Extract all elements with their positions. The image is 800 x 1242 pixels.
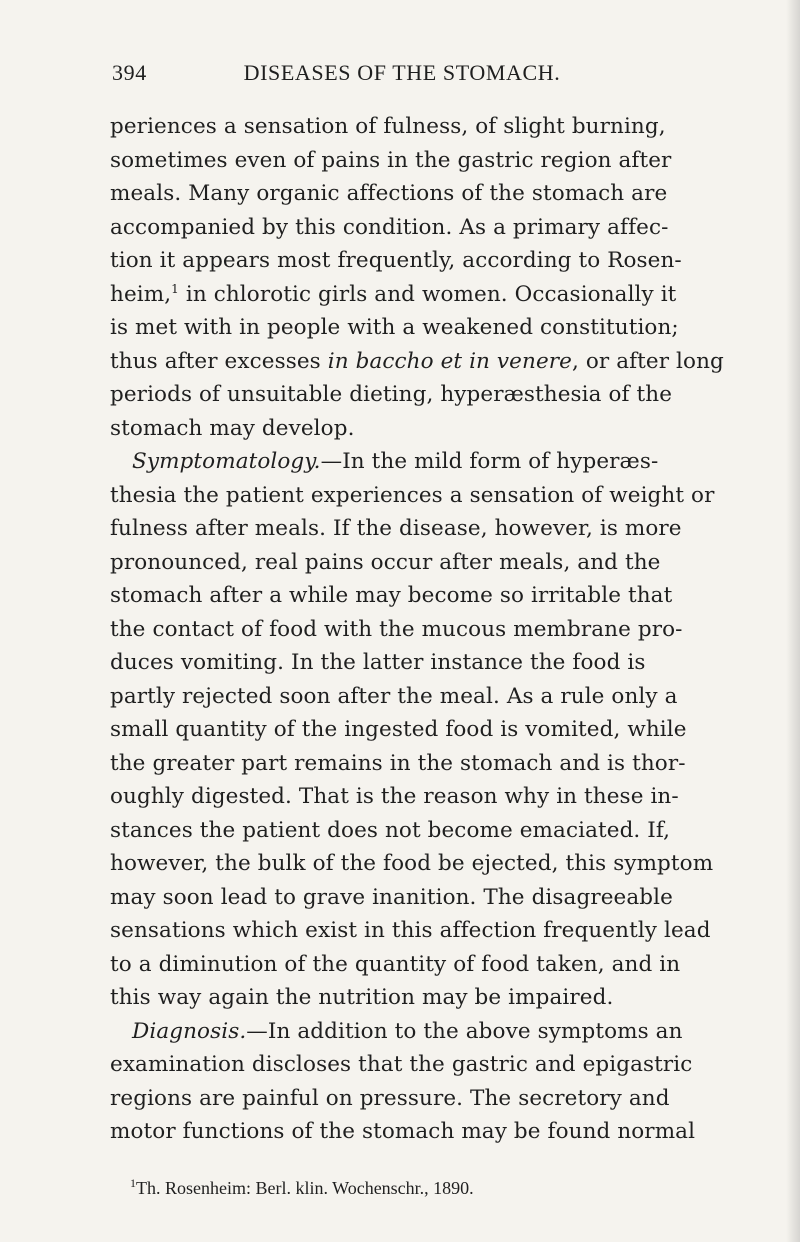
text-segment: —In addition to the above symptoms an xyxy=(246,1018,683,1044)
footnote xyxy=(130,1176,770,1200)
text-line: is met with in people with a weakened constitution; xyxy=(110,315,679,340)
text-line: stomach after a while may become so irritable that xyxy=(110,583,673,608)
text-line: to a diminution of the quantity of food taken, and in xyxy=(110,951,681,977)
text-line xyxy=(110,445,790,479)
text-line: sometimes even of pains in the gastric region after xyxy=(110,147,672,173)
text-line: regions are painful on pressure. The secretory and xyxy=(110,1085,670,1111)
text-line: however, the bulk of the food be ejected, this symptom xyxy=(110,851,714,876)
text-segment: —In the mild form of hyperæs- xyxy=(320,449,659,474)
text-segment: in chlorotic girls and women. Occasionally it xyxy=(178,281,677,307)
text-line xyxy=(110,345,790,379)
section-heading-diagnosis: Diagnosis. xyxy=(132,1018,247,1044)
text-line: thesia the patient experiences a sensation of weight or xyxy=(110,482,715,508)
text-line: fulness after meals. If the disease, however, is more xyxy=(110,516,682,541)
page-header xyxy=(112,60,772,90)
text-line: partly rejected soon after the meal. As a rule only a xyxy=(110,683,678,709)
text-line: periods of unsuitable dieting, hyperæsthesia of the xyxy=(110,382,673,407)
text-line: this way again the nutrition may be impaired. xyxy=(110,985,614,1010)
text-line: periences a sensation of fulness, of slight burning, xyxy=(110,114,666,139)
text-segment: heim, xyxy=(110,281,172,307)
text-line: oughly digested. That is the reason why in these in- xyxy=(110,784,679,809)
text-line: motor functions of the stomach may be found normal xyxy=(110,1119,696,1144)
text-line: stomach may develop. xyxy=(110,415,355,441)
text-line: may soon lead to grave inanition. The disagreeable xyxy=(110,884,673,910)
text-line: duces vomiting. In the latter instance the food is xyxy=(110,650,646,675)
body-text xyxy=(110,110,790,1149)
page-number: 394 xyxy=(112,60,147,85)
text-line: meals. Many organic affections of the stomach are xyxy=(110,181,668,206)
text-line: sensations which exist in this affection frequently lead xyxy=(110,918,711,943)
text-line: the contact of food with the mucous membrane pro- xyxy=(110,616,683,642)
text-line: tion it appears most frequently, according to Rosen- xyxy=(110,248,682,273)
text-line: the greater part remains in the stomach and is thor- xyxy=(110,750,686,776)
text-line: accompanied by this condition. As a primary affec- xyxy=(110,214,669,240)
footnote-text: Th. Rosenheim: Berl. klin. Wochenschr., 1890. xyxy=(136,1178,474,1198)
text-line: stances the patient does not become emaciated. If, xyxy=(110,817,671,843)
text-line xyxy=(110,1015,790,1049)
text-line: pronounced, real pains occur after meals, and the xyxy=(110,549,661,575)
text-segment: thus after excesses xyxy=(110,348,328,374)
latin-phrase: in baccho et in venere xyxy=(327,348,572,374)
text-line: examination discloses that the gastric and epigastric xyxy=(110,1052,693,1077)
section-heading-symptomatology: Symptomatology. xyxy=(132,449,321,474)
text-line: small quantity of the ingested food is vomited, while xyxy=(110,717,687,742)
text-segment: , or after long xyxy=(571,348,724,374)
footnote-marker: 1 xyxy=(130,1176,136,1190)
text-line xyxy=(110,278,790,312)
footnote-ref: 1 xyxy=(171,281,179,296)
running-title: DISEASES OF THE STOMACH. xyxy=(243,60,561,85)
